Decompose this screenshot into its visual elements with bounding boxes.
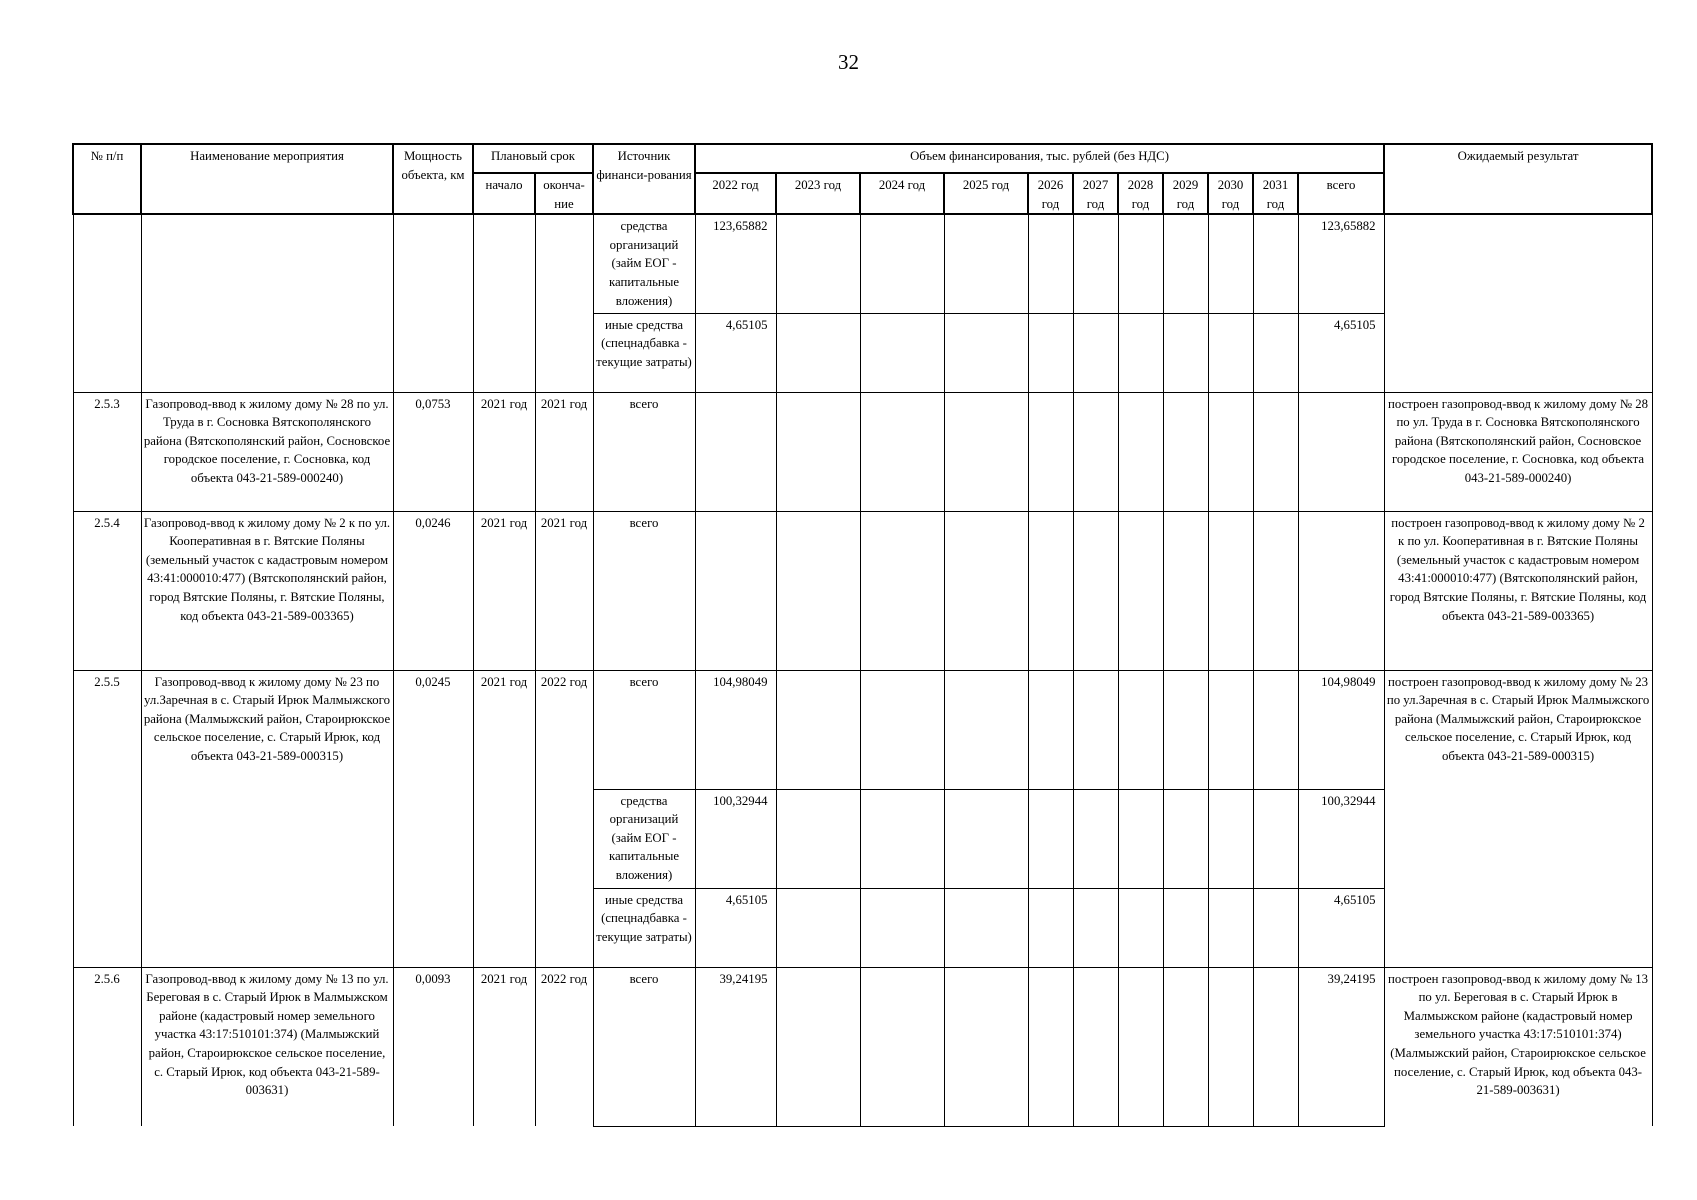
end-cell [535, 214, 593, 392]
num-cell: 2.5.3 [73, 392, 141, 511]
start-cell: 2021 год [473, 967, 535, 1126]
header-year: 2031 год [1253, 173, 1298, 214]
result-cell: построен газопровод-ввод к жилому дому № 23 по ул.Заречная в с. Старый Ирюк Малмыжского района (Малмыжский район, Староирюкское сельское поселение, с. Старый Ирюк, код объекта 043-21-589-000315) [1384, 670, 1652, 967]
capacity-cell: 0,0753 [393, 392, 473, 511]
capacity-cell: 0,0093 [393, 967, 473, 1126]
end-cell: 2021 год [535, 392, 593, 511]
source-cell: средства организаций (займ ЕОГ - капитальные вложения) [593, 214, 695, 313]
capacity-cell [393, 214, 473, 392]
end-cell: 2022 год [535, 967, 593, 1126]
source-cell: иные средства (спецнадбавка - текущие затраты) [593, 313, 695, 392]
value-total: 39,24195 [1298, 967, 1384, 1126]
result-cell: построен газопровод-ввод к жилому дому № 2 к по ул. Кооперативная в г. Вятские Поляны (земельный участок с кадастровым номером 43:41:000010:477) (Вятскополянский район, город Вятские Поляны, г. Вятские Поляны, код объекта 043-21-589-003365) [1384, 511, 1652, 670]
value-total: 4,65105 [1298, 888, 1384, 967]
header-year: 2028 год [1118, 173, 1163, 214]
source-cell: всего [593, 967, 695, 1126]
table-row [73, 670, 1652, 789]
header-year: 2030 год [1208, 173, 1253, 214]
table-row [73, 214, 1652, 313]
num-cell: 2.5.6 [73, 967, 141, 1126]
header-year: 2024 год [860, 173, 944, 214]
source-cell: всего [593, 392, 695, 511]
header-year: 2029 год [1163, 173, 1208, 214]
value-total: 104,98049 [1298, 670, 1384, 789]
table-row [73, 392, 1652, 511]
value-total: 123,65882 [1298, 214, 1384, 313]
value-total [1298, 392, 1384, 511]
start-cell [473, 214, 535, 392]
capacity-cell: 0,0246 [393, 511, 473, 670]
header-year: 2023 год [776, 173, 860, 214]
header-name: Наименование мероприятия [141, 144, 393, 214]
value-total: 4,65105 [1298, 313, 1384, 392]
result-cell: построен газопровод-ввод к жилому дому № 13 по ул. Береговая в с. Старый Ирюк в Малмыжском районе (кадастровый номер земельного участка 43:17:510101:374) (Малмыжский район, Староирюкское сельское поселение, с. Старый Ирюк, код объекта 043-21-589-003631) [1384, 967, 1652, 1126]
start-cell: 2021 год [473, 511, 535, 670]
header-financing: Объем финансирования, тыс. рублей (без НДС) [695, 144, 1384, 173]
name-cell [141, 214, 393, 392]
capacity-cell: 0,0245 [393, 670, 473, 967]
header-capacity: Мощность объекта, км [393, 144, 473, 214]
end-cell: 2022 год [535, 670, 593, 967]
num-cell: 2.5.4 [73, 511, 141, 670]
start-cell: 2021 год [473, 670, 535, 967]
header-planned-term: Плановый срок [473, 144, 593, 173]
table-row [73, 967, 1652, 1126]
header-result: Ожидаемый результат [1384, 144, 1652, 214]
value-2022 [695, 392, 776, 511]
value-2022: 4,65105 [695, 888, 776, 967]
source-cell: всего [593, 670, 695, 789]
header-year: 2027 год [1073, 173, 1118, 214]
financing-table [72, 143, 1653, 1127]
start-cell: 2021 год [473, 392, 535, 511]
num-cell: 2.5.5 [73, 670, 141, 967]
end-cell: 2021 год [535, 511, 593, 670]
num-cell [73, 214, 141, 392]
value-2022: 104,98049 [695, 670, 776, 789]
source-cell: всего [593, 511, 695, 670]
value-total: 100,32944 [1298, 789, 1384, 888]
name-cell: Газопровод-ввод к жилому дому № 13 по ул. Береговая в с. Старый Ирюк в Малмыжском районе (кадастровый номер земельного участка 43:17:510101:374) (Малмыжский район, Староирюкское сельское поселение, с. Старый Ирюк, код объекта 043-21-589-003631) [141, 967, 393, 1126]
header-end: оконча-ние [535, 173, 593, 214]
header-num: № п/п [73, 144, 141, 214]
page-number: 32 [838, 50, 859, 74]
source-cell: средства организаций (займ ЕОГ - капитальные вложения) [593, 789, 695, 888]
header-source: Источник финанси-рования [593, 144, 695, 214]
table-row [73, 511, 1652, 670]
name-cell: Газопровод-ввод к жилому дому № 23 по ул.Заречная в с. Старый Ирюк Малмыжского района (Малмыжский район, Староирюкское сельское поселение, с. Старый Ирюк, код объекта 043-21-589-000315) [141, 670, 393, 967]
header-year: 2022 год [695, 173, 776, 214]
value-2022: 100,32944 [695, 789, 776, 888]
source-cell: иные средства (спецнадбавка - текущие затраты) [593, 888, 695, 967]
value-2022 [695, 511, 776, 670]
value-total [1298, 511, 1384, 670]
result-cell [1384, 214, 1652, 392]
header-year: 2026 год [1028, 173, 1073, 214]
header-start: начало [473, 173, 535, 214]
value-2022: 39,24195 [695, 967, 776, 1126]
header-row-1 [73, 144, 1652, 173]
value-2022: 4,65105 [695, 313, 776, 392]
result-cell: построен газопровод-ввод к жилому дому № 28 по ул. Труда в г. Сосновка Вятскополянского района (Вятскополянский район, Сосновское городское поселение, г. Сосновка, код объекта 043-21-589-000240) [1384, 392, 1652, 511]
header-year: 2025 год [944, 173, 1028, 214]
name-cell: Газопровод-ввод к жилому дому № 28 по ул. Труда в г. Сосновка Вятскополянского района (Вятскополянский район, Сосновское городское поселение, г. Сосновка, код объекта 043-21-589-000240) [141, 392, 393, 511]
header-total: всего [1298, 173, 1384, 214]
value-2022: 123,65882 [695, 214, 776, 313]
name-cell: Газопровод-ввод к жилому дому № 2 к по ул. Кооперативная в г. Вятские Поляны (земельный участок с кадастровым номером 43:41:000010:477) (Вятскополянский район, город Вятские Поляны, г. Вятские Поляны, код объекта 043-21-589-003365) [141, 511, 393, 670]
